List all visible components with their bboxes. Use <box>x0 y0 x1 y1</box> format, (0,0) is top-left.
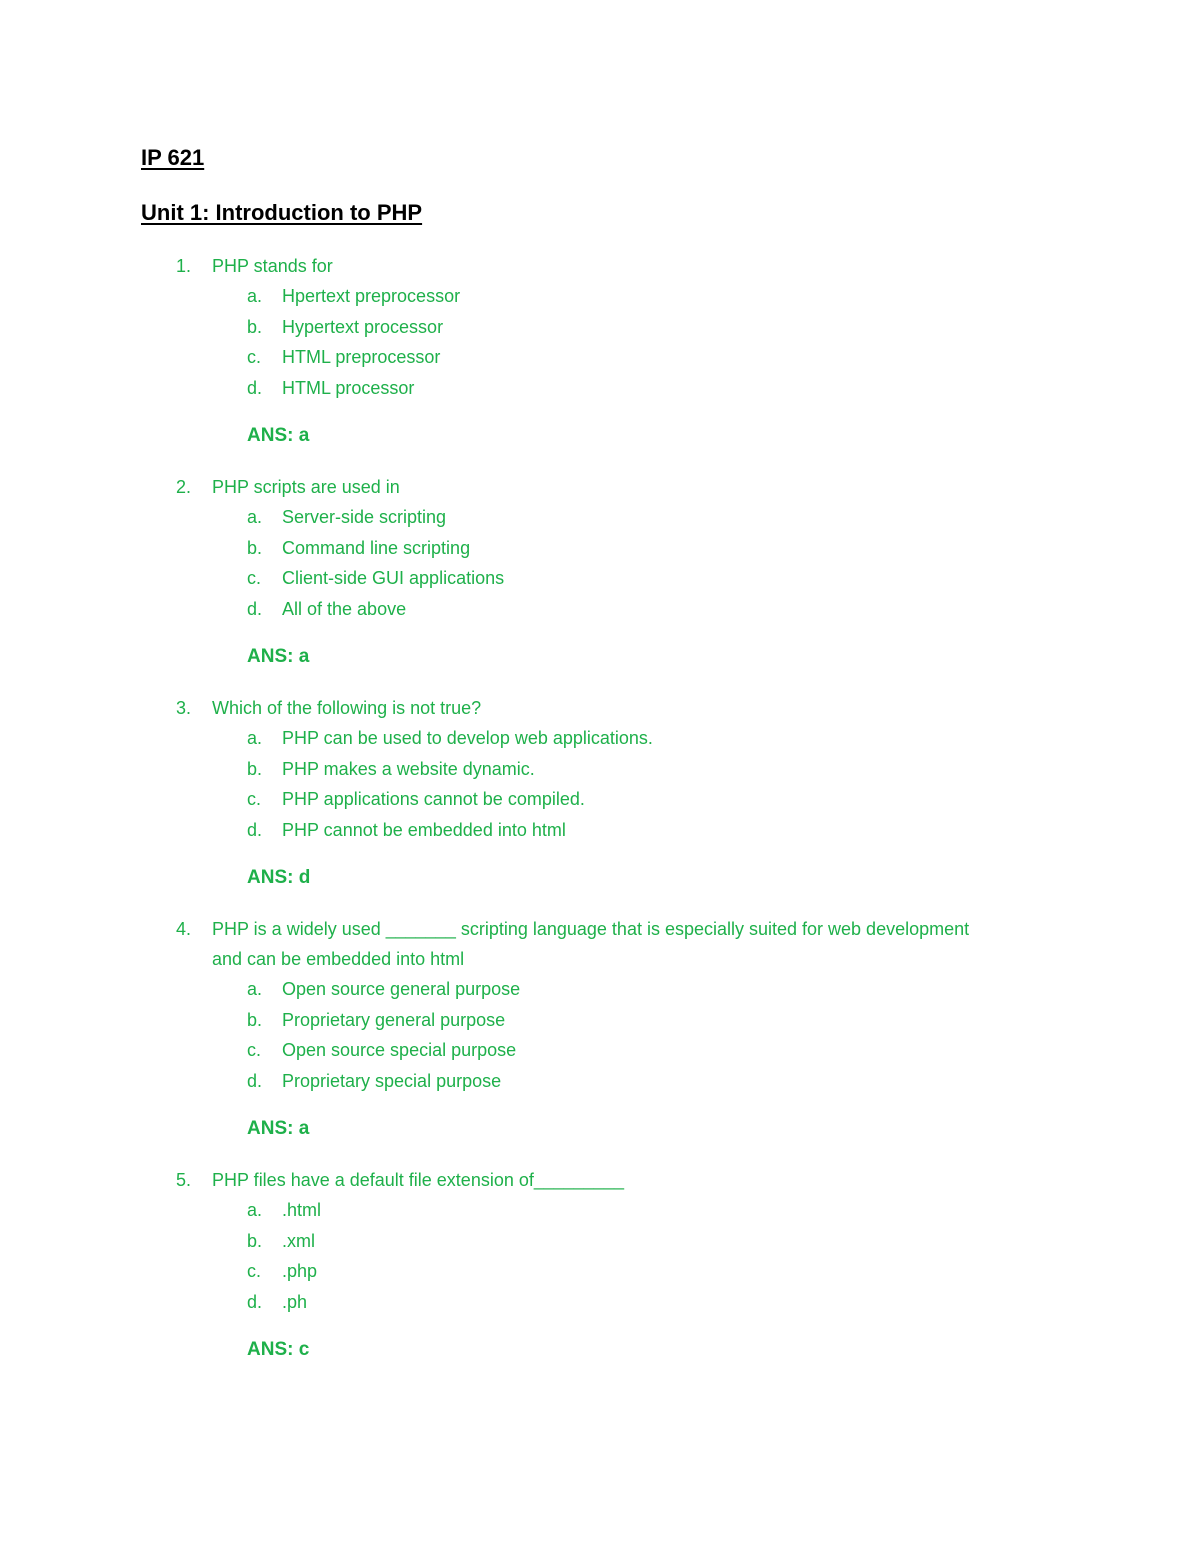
question-text: Which of the following is not true? <box>212 698 482 718</box>
option-text: Proprietary special purpose <box>282 1070 502 1091</box>
option-letter: c. <box>247 347 262 367</box>
option-a <box>0 723 1200 754</box>
option-text: Hpertext preprocessor <box>282 286 461 306</box>
question-line <box>0 251 1200 281</box>
option-d <box>0 1066 1200 1097</box>
answer <box>0 1335 1200 1365</box>
option-text: All of the above <box>282 598 407 619</box>
course-title: IP 621 <box>141 145 205 170</box>
option-letter: b. <box>247 1009 263 1030</box>
question-number: 2. <box>176 477 192 497</box>
question-3 <box>0 693 1200 893</box>
option-letter: d. <box>247 1070 263 1091</box>
option-d <box>0 1287 1200 1318</box>
option-letter: d. <box>247 377 263 398</box>
option-text: PHP applications cannot be compiled. <box>282 789 585 809</box>
option-letter: c. <box>247 1261 262 1281</box>
option-b <box>0 1005 1200 1036</box>
option-letter: c. <box>247 789 262 809</box>
option-text: .html <box>282 1200 322 1220</box>
question-1 <box>0 251 1200 451</box>
option-d <box>0 594 1200 625</box>
option-letter: a. <box>247 507 263 527</box>
answer <box>0 642 1200 672</box>
option-text: .ph <box>282 1291 308 1312</box>
option-a <box>0 974 1200 1005</box>
option-letter: b. <box>247 316 263 337</box>
option-text: HTML preprocessor <box>282 347 441 367</box>
answer-text: ANS: a <box>247 425 310 446</box>
question-text-continued: and can be embedded into html <box>212 949 465 969</box>
option-a <box>0 281 1200 312</box>
answer <box>0 1114 1200 1144</box>
option-text: Command line scripting <box>282 537 471 558</box>
answer-text: ANS: a <box>247 1118 310 1139</box>
answer-text: ANS: c <box>247 1339 310 1360</box>
option-b <box>0 312 1200 343</box>
question-4 <box>0 914 1200 1144</box>
question-line <box>0 914 1200 944</box>
option-letter: a. <box>247 728 263 748</box>
unit-title: Unit 1: Introduction to PHP <box>141 200 423 225</box>
option-d <box>0 815 1200 846</box>
option-text: Open source general purpose <box>282 979 521 999</box>
option-letter: a. <box>247 286 263 306</box>
option-c <box>0 563 1200 594</box>
option-text: Hypertext processor <box>282 316 444 337</box>
option-letter: c. <box>247 568 262 588</box>
option-letter: b. <box>247 758 263 779</box>
question-line <box>0 1165 1200 1195</box>
option-text: Server-side scripting <box>282 507 447 527</box>
option-a <box>0 502 1200 533</box>
option-letter: b. <box>247 1230 263 1251</box>
answer <box>0 863 1200 893</box>
option-b <box>0 533 1200 564</box>
answer-text: ANS: a <box>247 646 310 667</box>
answer <box>0 421 1200 451</box>
option-letter: a. <box>247 1200 263 1220</box>
option-text: Client-side GUI applications <box>282 568 505 588</box>
question-text: PHP is a widely used _______ scripting language that is especially suited for web development <box>212 919 970 939</box>
option-text: PHP makes a website dynamic. <box>282 758 535 779</box>
option-d <box>0 373 1200 404</box>
option-text: Proprietary general purpose <box>282 1009 506 1030</box>
option-c <box>0 1256 1200 1287</box>
question-line <box>0 472 1200 502</box>
option-text: .xml <box>282 1230 315 1251</box>
option-letter: d. <box>247 1291 263 1312</box>
option-b <box>0 754 1200 785</box>
option-text: PHP can be used to develop web applications. <box>282 728 653 748</box>
question-line <box>0 693 1200 723</box>
option-text: HTML processor <box>282 377 415 398</box>
option-text: PHP cannot be embedded into html <box>282 819 566 840</box>
option-letter: d. <box>247 598 263 619</box>
option-text: Open source special purpose <box>282 1040 517 1060</box>
question-text: PHP scripts are used in <box>212 477 400 497</box>
question-number: 1. <box>176 256 192 276</box>
question-number: 3. <box>176 698 192 718</box>
option-text: .php <box>282 1261 318 1281</box>
option-a <box>0 1195 1200 1226</box>
question-5 <box>0 1165 1200 1365</box>
question-number: 4. <box>176 919 192 939</box>
option-letter: b. <box>247 537 263 558</box>
question-text: PHP stands for <box>212 256 333 276</box>
option-letter: c. <box>247 1040 262 1060</box>
option-c <box>0 342 1200 373</box>
question-2 <box>0 472 1200 672</box>
answer-text: ANS: d <box>247 867 311 888</box>
question-text: PHP files have a default file extension of_________ <box>212 1170 624 1190</box>
option-c <box>0 784 1200 815</box>
option-letter: d. <box>247 819 263 840</box>
option-b <box>0 1226 1200 1257</box>
question-number: 5. <box>176 1170 192 1190</box>
option-c <box>0 1035 1200 1066</box>
question-line-continued <box>0 944 1200 974</box>
option-letter: a. <box>247 979 263 999</box>
